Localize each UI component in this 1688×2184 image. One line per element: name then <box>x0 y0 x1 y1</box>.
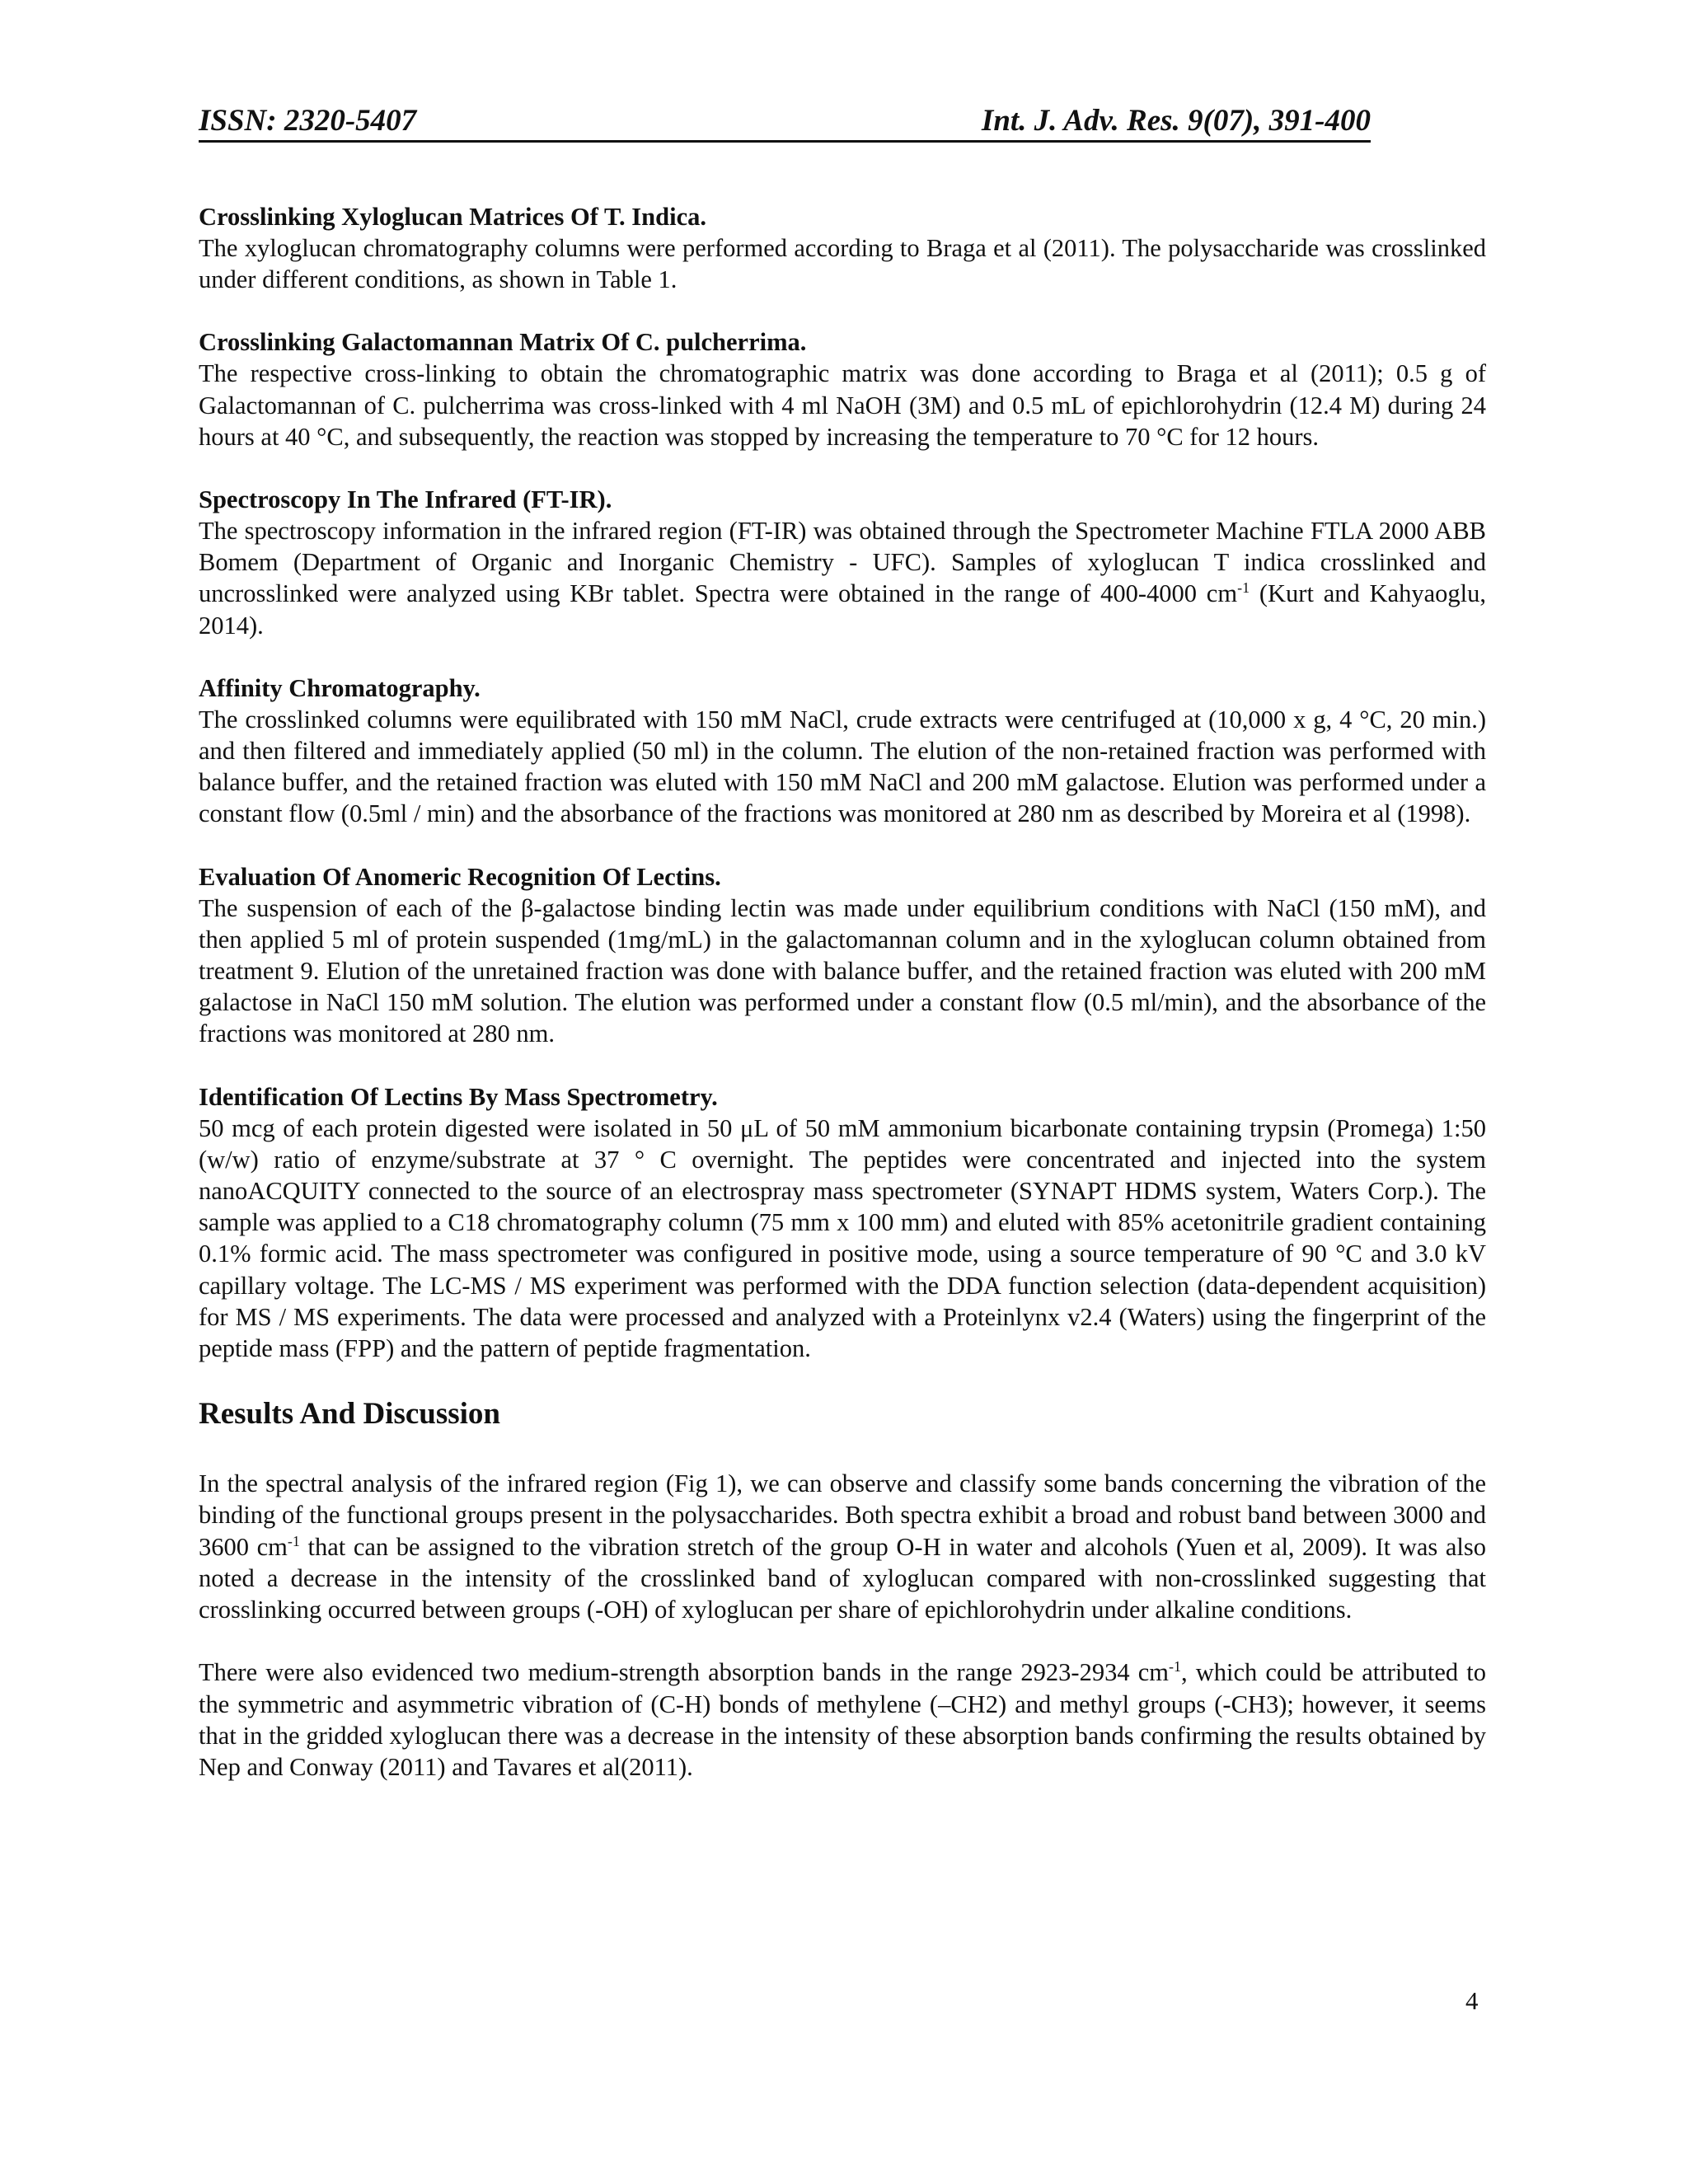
issn-label: ISSN: 2320-5407 <box>199 104 417 138</box>
section-heading: Crosslinking Xyloglucan Matrices Of T. Indica. <box>199 203 706 231</box>
results-heading: Results And Discussion <box>199 1397 501 1432</box>
section-heading: Evaluation Of Anomeric Recognition Of Lectins. <box>199 862 721 891</box>
body-text: In the spectral analysis of the infrared region (Fig 1), we can observe and classify some bands concerning the vibration of the binding of the functional groups present in the polysaccharides. Both spectra exhibit a broad and robust band between 3000 and 3600 cm <box>199 1469 1486 1561</box>
superscript: -1 <box>287 1532 300 1549</box>
section-mass-spectrometry <box>199 1081 1486 1365</box>
section-body: The crosslinked columns were equilibrated with 150 mM NaCl, crude extracts were centrifuged at (10,000 x g, 4 °C, 20 min.) and then filtered and immediately applied (50 ml) in the column. The elution of the non-retained fraction was performed with balance buffer, and the retained fraction was eluted with 150 mM NaCl and 200 mM galactose. Elution was performed under a constant flow (0.5ml / min) and the absorbance of the fractions was monitored at 280 nm as described by Moreira et al (1998). <box>199 705 1486 828</box>
section-anomeric-recognition <box>199 861 1486 1050</box>
running-header <box>199 101 1371 143</box>
section-heading: Affinity Chromatography. <box>199 673 481 702</box>
section-body: The xyloglucan chromatography columns were performed according to Braga et al (2011). The polysaccharide was crosslinked under different conditions, as shown in Table 1. <box>199 234 1486 294</box>
results-paragraph <box>199 1468 1486 1625</box>
section-body: The respective cross-linking to obtain the chromatographic matrix was done according to Braga et al (2011); 0.5 g of Galactomannan of C. pulcherrima was cross-linked with 4 ml NaOH (3M) and 0.5 mL of epichlorohydrin (12.4 M) during 24 hours at 40 °C, and subsequently, the reaction was stopped by increasing the temperature to 70 °C for 12 hours. <box>199 359 1486 451</box>
body-text: There were also evidenced two medium-strength absorption bands in the range 2923-2934 cm <box>199 1658 1169 1687</box>
section-crosslinking-xyloglucan <box>199 201 1486 295</box>
section-affinity-chromatography <box>199 673 1486 830</box>
body-text: The spectroscopy information in the infrared region (FT-IR) was obtained through the Spectrometer Machine FTLA 2000 ABB Bomem (Department of Organic and Inorganic Chemistry - UFC). Samples of xyloglucan T indica crosslinked and uncrosslinked were analyzed using KBr tablet. Spectra were obtained in the range of 400-4000 cm <box>199 517 1486 608</box>
superscript: -1 <box>1168 1658 1181 1675</box>
section-heading: Spectroscopy In The Infrared (FT-IR). <box>199 485 612 514</box>
section-heading: Identification Of Lectins By Mass Spectrometry. <box>199 1082 718 1111</box>
body-text: (Kurt and Kahyaoglu, 2014). <box>199 579 1486 640</box>
results-paragraph <box>199 1657 1486 1783</box>
section-crosslinking-galactomannan <box>199 326 1486 452</box>
section-heading: Crosslinking Galactomannan Matrix Of C. pulcherrima. <box>199 328 807 357</box>
page-number: 4 <box>1465 1986 1479 2015</box>
section-ftir <box>199 484 1486 641</box>
superscript: -1 <box>1237 579 1250 597</box>
body-text: that can be assigned to the vibration stretch of the group O-H in water and alcohols (Yuen et al, 2009). It was also noted a decrease in the intensity of the crosslinked band of xyloglucan compared with non-crosslinked suggesting that crosslinking occurred between groups (-OH) of xyloglucan per share of epichlorohydrin under alkaline conditions. <box>199 1532 1487 1624</box>
section-body: The suspension of each of the β-galactose binding lectin was made under equilibrium conditions with NaCl (150 mM), and then applied 5 ml of protein suspended (1mg/mL) in the galactomannan column and in the xyloglucan column obtained from treatment 9. Elution of the unretained fraction was done with balance buffer, and the retained fraction was eluted with 200 mM galactose in NaCl 150 mM solution. The elution was performed under a constant flow (0.5 ml/min), and the absorbance of the fractions was monitored at 280 nm. <box>199 893 1486 1048</box>
journal-citation: Int. J. Adv. Res. 9(07), 391-400 <box>981 104 1371 138</box>
page-body <box>199 201 1486 1783</box>
section-body: 50 mcg of each protein digested were isolated in 50 μL of 50 mM ammonium bicarbonate containing trypsin (Promega) 1:50 (w/w) ratio of enzyme/substrate at 37 ° C overnight. The peptides were concentrated and injected into the system nanoACQUITY connected to the source of an electrospray mass spectrometer (SYNAPT HDMS system, Waters Corp.). The sample was applied to a C18 chromatography column (75 mm x 100 mm) and eluted with 85% acetonitrile gradient containing 0.1% formic acid. The mass spectrometer was configured in positive mode, using a source temperature of 90 °C and 3.0 kV capillary voltage. The LC-MS / MS experiment was performed with the DDA function selection (data-dependent acquisition) for MS / MS experiments. The data were processed and analyzed with a Proteinlynx v2.4 (Waters) using the fingerprint of the peptide mass (FPP) and the pattern of peptide fragmentation. <box>199 1113 1486 1363</box>
section-body <box>199 515 1486 641</box>
body-text: , which could be attributed to the symmetric and asymmetric vibration of (C-H) bonds of methylene (–CH2) and methyl groups (-CH3); however, it seems that in the gridded xyloglucan there was a decrease in the intensity of these absorption bands confirming the results obtained by Nep and Conway (2011) and Tavares et al(2011). <box>199 1658 1486 1781</box>
